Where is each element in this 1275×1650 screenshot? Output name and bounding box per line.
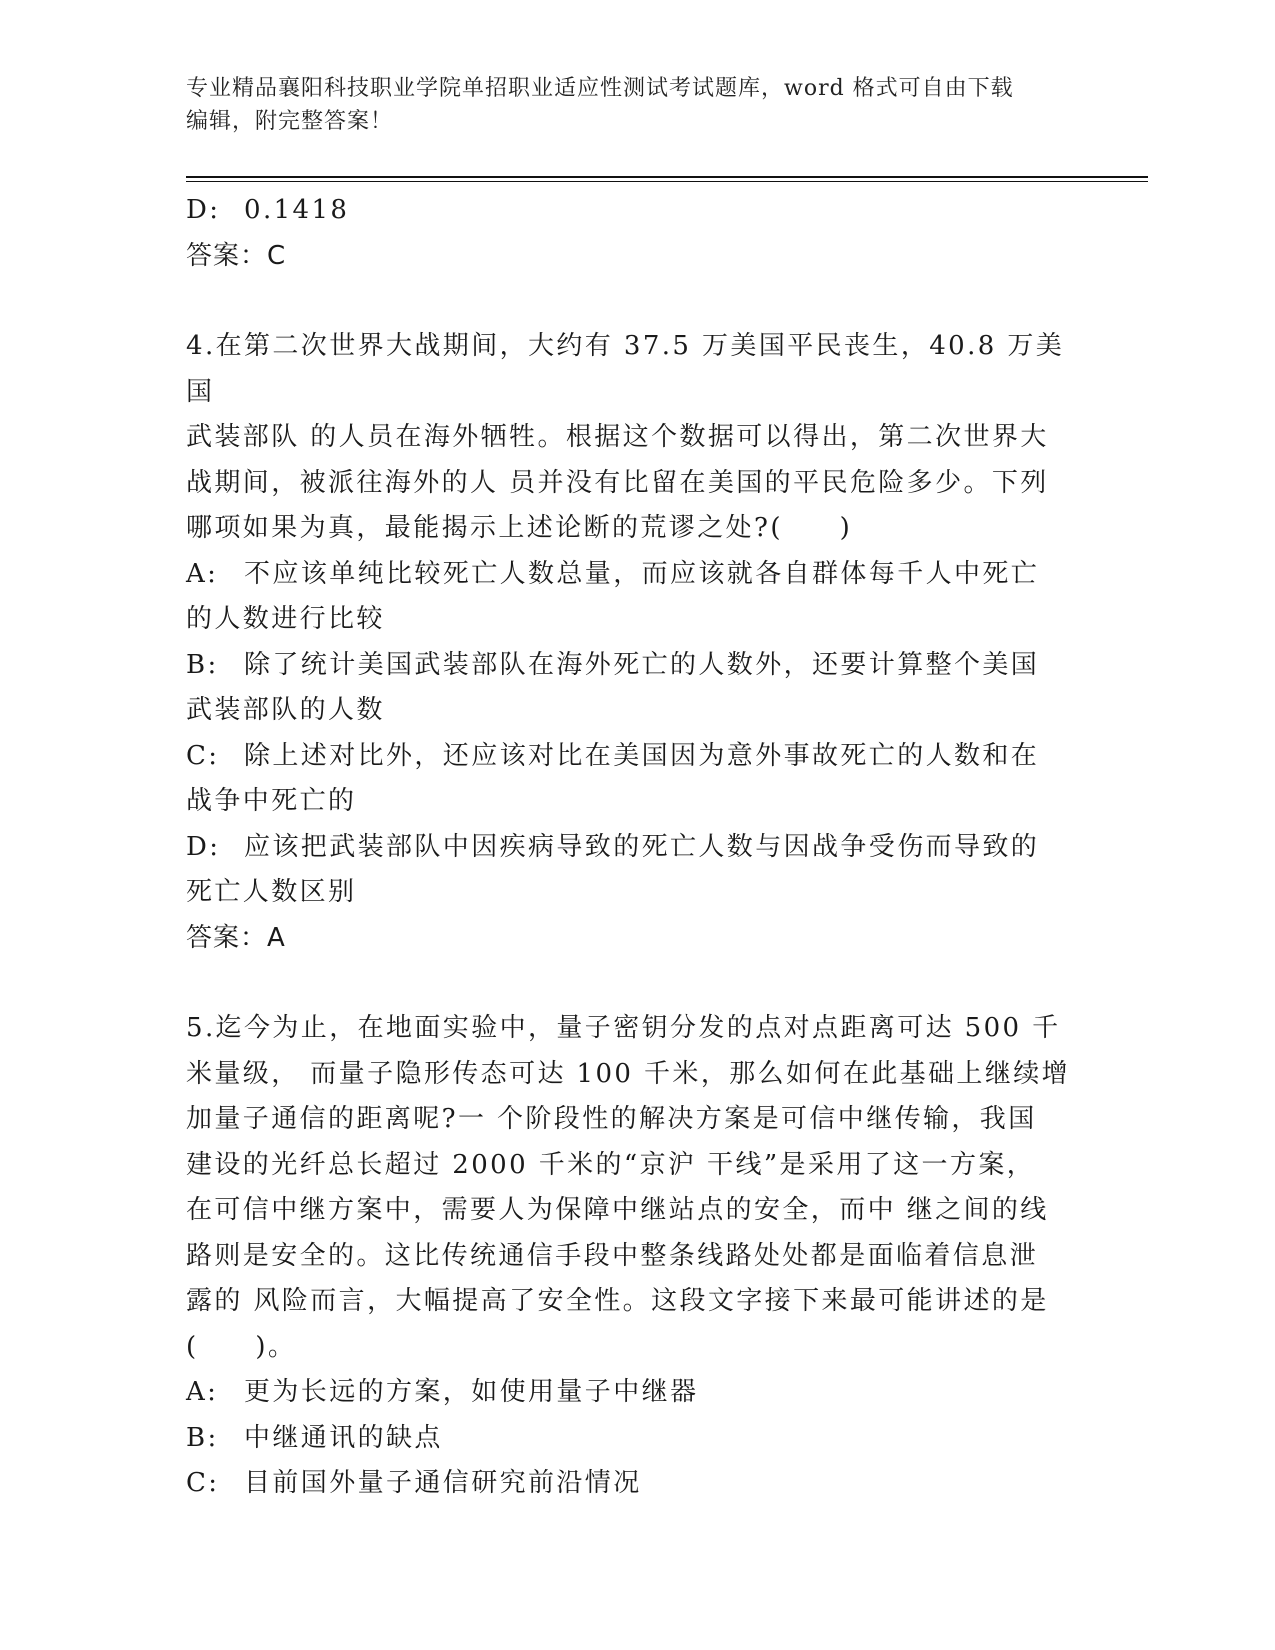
- prev-answer: 答案：C: [186, 240, 287, 271]
- option-letter: C:: [186, 1468, 220, 1498]
- document-body: [186, 188, 1086, 1507]
- option-text: 0.1418: [244, 195, 350, 225]
- question-5-line-1: 5.迄今为止，在地面实验中，量子密钥分发的点对点距离可达 500 千: [186, 1013, 1061, 1043]
- option-text-continued: 武装部队的人数: [186, 695, 385, 725]
- header-rule-thick: [186, 176, 1148, 178]
- option-letter: A:: [186, 558, 219, 589]
- question-5-line-5: 在可信中继方案中，需要人为保障中继站点的安全，而中 继之间的线: [186, 1195, 1049, 1225]
- question-4-option-b: [186, 643, 1086, 689]
- option-text: 不应该单纯比较死亡人数总量，而应该就各自群体每千人中死亡: [244, 558, 1040, 589]
- question-5-line-4: 建设的光纤总长超过 2000 千米的“京沪 干线”是采用了这一方案，: [186, 1149, 1036, 1180]
- question-4: [186, 324, 1086, 961]
- question-4-option-c: [186, 734, 1086, 780]
- question-5-line-2: 米量级， 而量子隐形传态可达 100 千米，那么如何在此基础上继续增: [186, 1058, 1071, 1089]
- header-rule-thin: [186, 181, 1148, 182]
- option-text: 目前国外量子通信研究前沿情况: [244, 1468, 642, 1498]
- question-4-option-d: [186, 825, 1086, 871]
- question-4-option-a: [186, 552, 1086, 598]
- option-letter: D:: [186, 195, 221, 225]
- question-4-line-3: 战期间，被派往海外的人 员并没有比留在美国的平民危险多少。下列: [186, 467, 1049, 498]
- option-letter: A:: [186, 1377, 219, 1407]
- question-4-line-4: 哪项如果为真，最能揭示上述论断的荒谬之处?( ): [186, 513, 853, 543]
- option-text: 除了统计美国武装部队在海外死亡的人数外，还要计算整个美国: [244, 649, 1040, 680]
- question-5: [186, 1006, 1086, 1507]
- question-5-option-a: [186, 1370, 1086, 1416]
- option-letter: B:: [186, 649, 219, 680]
- question-5-option-c: [186, 1461, 1086, 1507]
- header-line-1: 专业精品襄阳科技职业学院单招职业适应性测试考试题库，word 格式可自由下载: [186, 76, 1014, 101]
- question-5-option-b: [186, 1416, 1086, 1462]
- header-line-2: 编辑，附完整答案！: [186, 109, 394, 134]
- option-text: 除上述对比外，还应该对比在美国因为意外事故死亡的人数和在: [244, 740, 1040, 771]
- question-4-line-2: 武装部队 的人员在海外牺牲。根据这个数据可以得出，第二次世界大: [186, 422, 1049, 452]
- question-5-line-7: 露的 风险而言，大幅提高了安全性。这段文字接下来最可能讲述的是: [186, 1286, 1049, 1316]
- page-header: [186, 72, 1066, 138]
- prev-option-d: [186, 188, 1086, 234]
- question-5-line-6: 路则是安全的。这比传统通信手段中整条线路处处都是面临着信息泄: [186, 1240, 1039, 1271]
- option-letter: C:: [186, 740, 220, 771]
- option-text-continued: 战争中死亡的: [186, 786, 357, 816]
- question-5-line-3: 加量子通信的距离呢?一 个阶段性的解决方案是可信中继传输，我国: [186, 1104, 1037, 1134]
- option-text-continued: 的人数进行比较: [186, 604, 385, 634]
- option-text: 应该把武装部队中因疾病导致的死亡人数与因战争受伤而导致的: [244, 831, 1040, 862]
- option-text-continued: 死亡人数区别: [186, 877, 357, 907]
- question-4-answer: 答案：A: [186, 922, 286, 953]
- option-letter: D:: [186, 831, 221, 862]
- question-4-line-1: 4.在第二次世界大战期间，大约有 37.5 万美国平民丧生，40.8 万美国: [186, 331, 1065, 407]
- option-text: 更为长远的方案，如使用量子中继器: [244, 1377, 699, 1407]
- question-5-line-8: ( )。: [186, 1331, 297, 1362]
- option-letter: B:: [186, 1422, 219, 1453]
- option-text: 中继通讯的缺点: [244, 1422, 443, 1453]
